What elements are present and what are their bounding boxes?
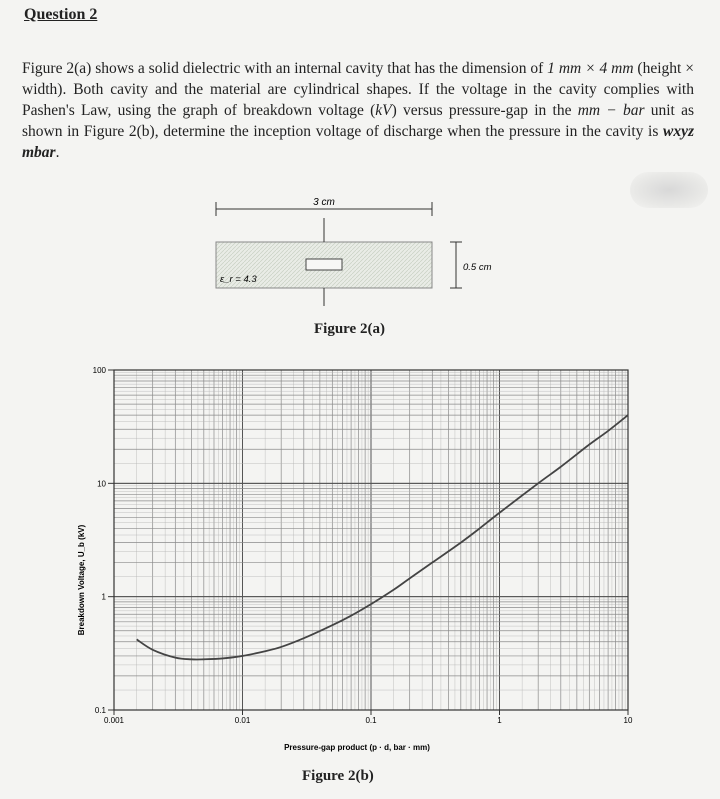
paragraph-text: ) versus pressure-gap in the — [391, 102, 578, 119]
y-tick-label: 0.1 — [94, 706, 106, 715]
permittivity-label: ε_r = 4.3 — [220, 274, 257, 285]
pressure-placeholder: wxyz mbar — [22, 123, 694, 161]
chart-axes — [93, 366, 633, 725]
cavity-dimension: 1 mm × 4 mm — [547, 60, 634, 77]
figure-2a-caption: Figure 2(a) — [314, 321, 385, 337]
paragraph-text: unit as shown in Figure 2(b), determine the inception voltage of discharge when the pressure in the cavity is — [22, 102, 694, 140]
x-tick-label: 0.1 — [365, 716, 377, 725]
question-heading: Question 2 — [24, 6, 98, 23]
x-tick-label: 1 — [497, 716, 502, 725]
y-axis-label: Breakdown Voltage, U_b (kV) — [77, 524, 86, 636]
figure-2b-chart — [0, 356, 720, 776]
figure-2b-caption: Figure 2(b) — [302, 768, 374, 784]
y-tick-label: 1 — [101, 592, 106, 602]
paragraph-text: . — [55, 144, 60, 161]
unit-mm-bar: mm − bar — [577, 102, 645, 119]
paragraph-text: (height × width). Both cavity and the material are cylindrical shapes. If the voltage in the cavity complies with Pashen's Law, using the graph of breakdown voltage ( — [22, 60, 694, 119]
cavity — [306, 259, 342, 270]
chart-series — [137, 415, 628, 659]
x-tick-label: 0.001 — [103, 716, 125, 725]
breakdown-voltage-curve — [137, 415, 628, 659]
y-tick-label: 100 — [92, 366, 106, 375]
x-tick-label: 10 — [623, 716, 633, 725]
x-axis-label: Pressure-gap product (p · d, bar · mm) — [284, 743, 430, 752]
x-tick-label: 0.01 — [234, 716, 251, 725]
question-paragraph — [22, 58, 694, 163]
unit-kv: kV — [375, 102, 392, 119]
height-label: 0.5 cm — [463, 262, 492, 273]
y-tick-label: 10 — [97, 479, 106, 489]
paragraph-text: Figure 2(a) shows a solid dielectric with an internal cavity that has the dimension of — [22, 60, 548, 77]
width-label: 3 cm — [313, 197, 335, 208]
